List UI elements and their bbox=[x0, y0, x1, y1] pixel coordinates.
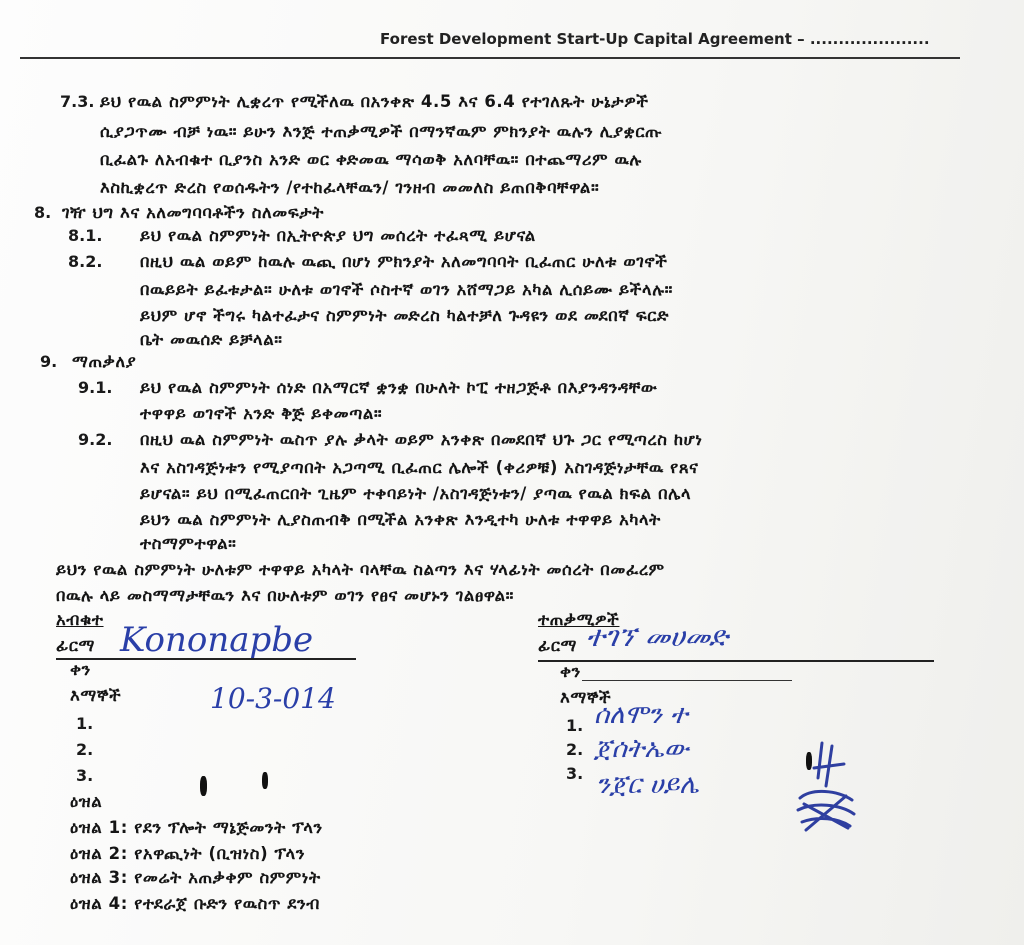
party-right-signature: ተገኘ መሀመድ bbox=[586, 620, 729, 653]
party-left-signature: Kononapbe bbox=[120, 620, 314, 660]
thumbprint-stamp bbox=[792, 738, 862, 833]
party-right-date-label: ቀን bbox=[560, 662, 581, 681]
clause-7-3-line: ሲያጋጥሙ ብቻ ነዉ። ይሁን እንጅ ተጠቃሚዎች በማንኛዉም ምክንያት ዉሉን ሊያቋርጡ bbox=[100, 122, 663, 141]
witness-signature: ሰለሞን ተ bbox=[594, 700, 688, 730]
witness-number: 1. bbox=[76, 714, 94, 733]
section-title: ማጠቃለያ bbox=[72, 352, 137, 371]
clause-7-3-line: እስኪቋረጥ ድረስ የወሰዱትን /የተከፈላቸዉን/ ገንዘብ መመለስ ይጠበቅባቸዋል። bbox=[100, 178, 600, 197]
attachment-item: ዕዝል 4: የተደራጀ ቡድን የዉስጥ ደንብ bbox=[70, 894, 320, 913]
clause-7-3-line: ቢፈልጉ ለአብቁተ ቢያንስ አንድ ወር ቀድመዉ ማሳወቅ አለባቸዉ። በተጨማሪም ዉሉ bbox=[100, 150, 642, 169]
clause-9-2-line: ይሆናል። ይህ በሚፈጠርበት ጊዜም ተቀባይነት /አስገዳጅነቱን/ ያጣዉ የዉል ክፍል በሌላ bbox=[140, 484, 692, 503]
section-title: ገዥ ህግ እና አለመግባባቶችን ስለመፍታት bbox=[62, 203, 324, 222]
attachment-item: ዕዝል 1: የደን ፕሎት ማኔጅመንት ፕላን bbox=[70, 818, 323, 837]
closing-line: ይህን የዉል ስምምነት ሁለቱም ተዋዋይ አካላት ባላቸዉ ስልጣን እና ሃላፊነት መሰረት በመፈረም bbox=[56, 560, 665, 579]
clause-9-2-line: ተስማምተዋል። bbox=[140, 534, 237, 553]
clause-number: 7.3. bbox=[60, 92, 95, 111]
clause-8-2-line: ይህም ሆኖ ችግሩ ካልተፈታና ስምምነት መድረስ ካልተቻለ ጉዳዩን ወደ መደበኛ ፍርድ bbox=[140, 306, 670, 325]
signature-rule bbox=[538, 660, 934, 662]
witness-number: 2. bbox=[566, 740, 584, 759]
witness-number: 3. bbox=[566, 764, 584, 783]
closing-line: በዉሉ ላይ መስማማታቸዉን እና በሁለቱም ወገን የፀና መሆኑን ገልፀዋል። bbox=[56, 586, 514, 605]
clause-7-3-line: ይህ የዉል ስምምነት ሊቋረጥ የሚችለዉ በአንቀጽ 4.5 እና 6.4 የተገለጹት ሁኔታዎች bbox=[100, 92, 649, 111]
party-left-witnesses-label: እማኞች bbox=[70, 686, 122, 705]
clause-8-1-line: ይህ የዉል ስምምነት በኢትዮጵያ ህግ መሰረት ተፈጻሚ ይሆናል bbox=[140, 226, 536, 245]
clause-8-2-line: ቤት መዉሰድ ይቻላል። bbox=[140, 330, 283, 349]
clause-9-2-line: በዚህ ዉል ስምምነት ዉስጥ ያሉ ቃላት ወይም አንቀጽ በመደበኛ ህጉ ጋር የሚጣረስ ከሆነ bbox=[140, 430, 703, 449]
ink-mark bbox=[200, 776, 207, 796]
party-left-signature-label: ፊርማ bbox=[56, 636, 96, 655]
clause-number: 8.2. bbox=[68, 252, 103, 271]
witness-signature: ጀሰትኤው bbox=[594, 734, 689, 764]
ink-mark bbox=[262, 772, 268, 789]
witness-signature: ንጀር ሀይሌ bbox=[596, 770, 699, 800]
clause-number: 9.2. bbox=[78, 430, 113, 449]
clause-8-2-line: በዚህ ዉል ወይም ከዉሉ ዉጪ በሆነ ምክንያት አለመግባባት ቢፈጠር ሁለቱ ወገኖች bbox=[140, 252, 668, 271]
header-rule bbox=[20, 57, 960, 59]
clause-9-1-line: ተዋዋይ ወገኖች አንድ ቅጅ ይቀመጣል። bbox=[140, 404, 383, 423]
section-number: 8. bbox=[34, 203, 52, 222]
party-left-date-label: ቀን bbox=[70, 660, 91, 679]
date-rule bbox=[582, 680, 792, 681]
party-left-date: 10-3-014 bbox=[210, 682, 336, 715]
clause-8-2-line: በዉይይት ይፈቱታል። ሁለቱ ወገኖች ሶስተኛ ወገን አሸማጋይ አካል ሊሰይሙ ይችላሉ። bbox=[140, 280, 673, 299]
party-left-title: አብቁተ bbox=[56, 610, 104, 629]
party-right-signature-label: ፊርማ bbox=[538, 636, 578, 655]
attachment-item: ዕዝል 2: የአዋጪነት (ቢዝነስ) ፕላን bbox=[70, 844, 306, 863]
witness-number: 1. bbox=[566, 716, 584, 735]
witness-number: 2. bbox=[76, 740, 94, 759]
clause-number: 9.1. bbox=[78, 378, 113, 397]
attachment-item: ዕዝል 3: የመሬት አጠቃቀም ስምምነት bbox=[70, 868, 321, 887]
party-right-title: ተጠቃሚዎች bbox=[538, 610, 620, 629]
page-header: Forest Development Start-Up Capital Agreement – ..................... bbox=[380, 30, 930, 48]
clause-9-1-line: ይህ የዉል ስምምነት ሰነድ በአማርኛ ቋንቋ በሁለት ኮፒ ተዘጋጅቶ በእያንዳንዳቸው bbox=[140, 378, 658, 397]
party-right-witnesses-label: እማኞች bbox=[560, 688, 612, 707]
section-number: 9. bbox=[40, 352, 58, 371]
clause-9-2-line: እና አስገዳጅነቱን የሚያጣበት አጋጣሚ ቢፈጠር ሌሎች (ቀሪዎቹ) አስገዳጅነታቸዉ የጸና bbox=[140, 458, 699, 477]
witness-number: 3. bbox=[76, 766, 94, 785]
clause-number: 8.1. bbox=[68, 226, 103, 245]
clause-9-2-line: ይህን ዉል ስምምነት ሊያስጠብቅ በሚችል አንቀጽ እንዲተካ ሁለቱ ተዋዋይ አካላት bbox=[140, 510, 661, 529]
attachments-title: ዕዝል bbox=[70, 792, 103, 811]
